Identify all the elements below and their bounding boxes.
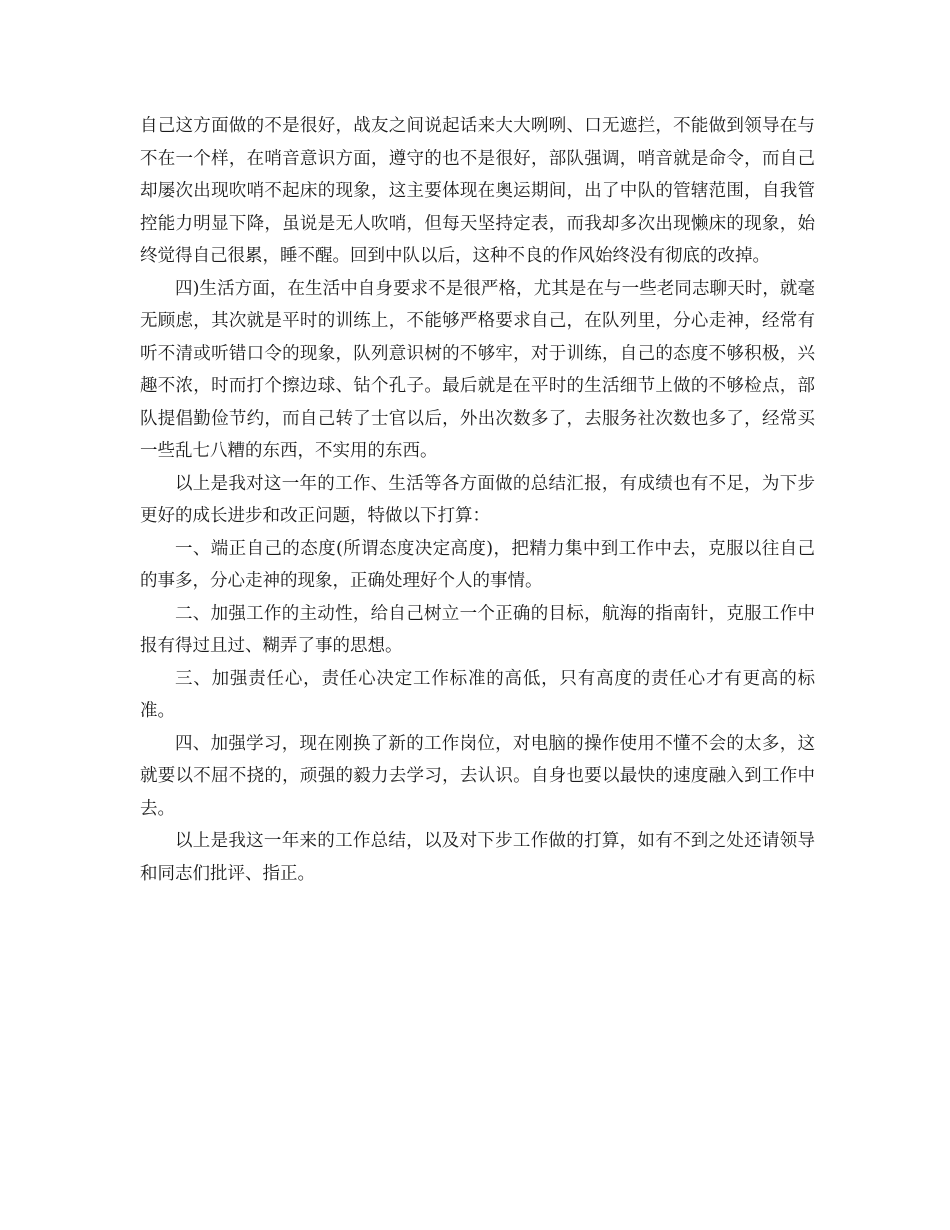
paragraph-plan-3: 三、加强责任心，责任心决定工作标准的高低，只有高度的责任心才有更高的标准。 [140, 668, 815, 721]
paragraph-life-aspect: 四)生活方面，在生活中自身要求不是很严格，尤其是在与一些老同志聊天时，就毫无顾虑，其次就是平时的训练上，不能够严格要求自己，在队列里，分心走神，经常有听不清或听错口令的现象，队列意识树的不够牢，对于训练，自己的态度不够积极，兴趣不浓，时而打个擦边球、钻个孔子。最后就是在平时的生活细节上做的不够检点，部队提倡勤俭节约，而自己转了士官以后，外出次数多了，去服务社次数也多了，经常买一些乱七八糟的东西，不实用的东西。 [140, 278, 815, 461]
paragraph-plan-4: 四、加强学习，现在刚换了新的工作岗位，对电脑的操作使用不懂不会的太多，这就要以不屈不挠的，顽强的毅力去学习，去认识。自身也要以最快的速度融入到工作中去。 [140, 733, 815, 819]
paragraph-plan-1: 一、端正自己的态度(所谓态度决定高度)，把精力集中到工作中去，克服以往自己的事多，分心走神的现象，正确处理好个人的事情。 [140, 538, 815, 591]
paragraph-plan-2: 二、加强工作的主动性，给自己树立一个正确的目标，航海的指南针，克服工作中报有得过且过、糊弄了事的思想。 [140, 603, 815, 656]
paragraph-summary-intro: 以上是我对这一年的工作、生活等各方面做的总结汇报，有成绩也有不足，为下步更好的成长进步和改正问题，特做以下打算： [140, 473, 815, 526]
paragraph-closing: 以上是我这一年来的工作总结，以及对下步工作做的打算，如有不到之处还请领导和同志们批评、指正。 [140, 831, 815, 884]
paragraph-continued: 自己这方面做的不是很好，战友之间说起话来大大咧咧、口无遮拦，不能做到领导在与不在一个样，在哨音意识方面，遵守的也不是很好，部队强调，哨音就是命令，而自己却屡次出现吹哨不起床的现象，这主要体现在奥运期间，出了中队的管辖范围，自我管控能力明显下降，虽说是无人吹哨，但每天坚持定表，而我却多次出现懒床的现象，始终觉得自己很累，睡不醒。回到中队以后，这种不良的作风始终没有彻底的改掉。 [140, 116, 815, 266]
document-body [140, 110, 815, 890]
